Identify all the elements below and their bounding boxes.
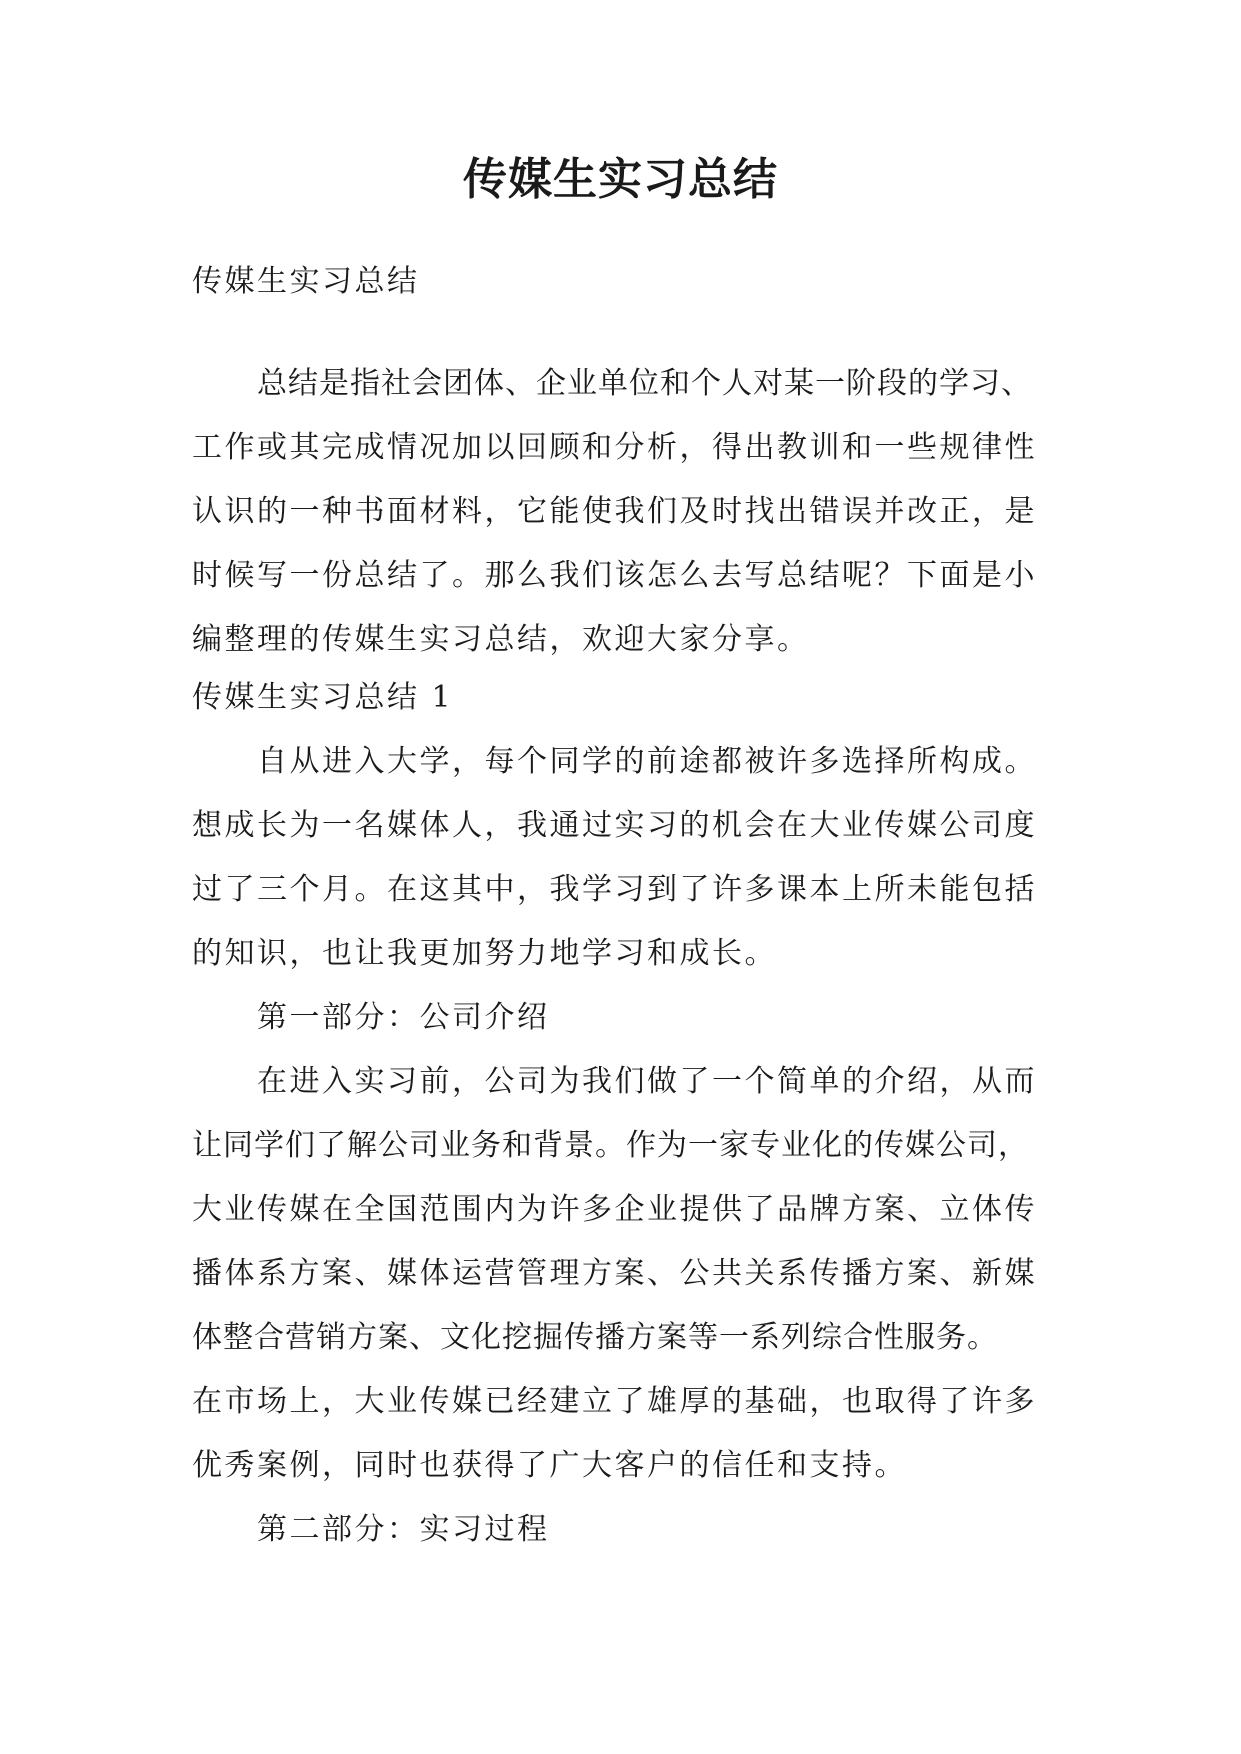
- paragraph-line: 认识的一种书面材料，它能使我们及时找出错误并改正，是: [192, 494, 1037, 529]
- paragraph-line: 优秀案例，同时也获得了广大客户的信任和支持。: [192, 1448, 907, 1483]
- paragraph-line: 在进入实习前，公司为我们做了一个简单的介绍，从而: [257, 1064, 1037, 1099]
- paragraph-line: 自从进入大学，每个同学的前途都被许多选择所构成。: [257, 744, 1037, 779]
- document-subtitle: 传媒生实习总结: [192, 264, 420, 299]
- paragraph-line: 的知识，也让我更加努力地学习和成长。: [192, 936, 777, 971]
- section-heading: 传媒生实习总结 1: [192, 680, 454, 715]
- paragraph-line: 让同学们了解公司业务和背景。作为一家专业化的传媒公司，: [192, 1128, 1029, 1163]
- paragraph-line: 大业传媒在全国范围内为许多企业提供了品牌方案、立体传: [192, 1192, 1037, 1227]
- part-heading: 第一部分：公司介绍: [257, 1000, 550, 1035]
- paragraph-line: 体整合营销方案、文化挖掘传播方案等一系列综合性服务。: [192, 1320, 998, 1355]
- part-heading: 第二部分：实习过程: [257, 1512, 550, 1547]
- paragraph-line: 编整理的传媒生实习总结，欢迎大家分享。: [192, 622, 810, 657]
- section-1: [192, 666, 1052, 1562]
- document-title: 传媒生实习总结: [463, 154, 778, 205]
- paragraph-line: 在市场上，大业传媒已经建立了雄厚的基础，也取得了许多: [192, 1384, 1037, 1419]
- paragraph-line: 过了三个月。在这其中，我学习到了许多课本上所未能包括: [192, 872, 1037, 907]
- paragraph-line: 想成长为一名媒体人，我通过实习的机会在大业传媒公司度: [192, 808, 1037, 843]
- paragraph-line: 播体系方案、媒体运营管理方案、公共关系传播方案、新媒: [192, 1256, 1037, 1291]
- paragraph-line: 时候写一份总结了。那么我们该怎么去写总结呢？下面是小: [192, 558, 1037, 593]
- document-subtitle-block: [192, 250, 1052, 314]
- paragraph-line: 工作或其完成情况加以回顾和分析，得出教训和一些规律性: [192, 430, 1037, 465]
- intro-paragraph: [192, 352, 1052, 672]
- paragraph-line: 总结是指社会团体、企业单位和个人对某一阶段的学习、: [257, 366, 1032, 401]
